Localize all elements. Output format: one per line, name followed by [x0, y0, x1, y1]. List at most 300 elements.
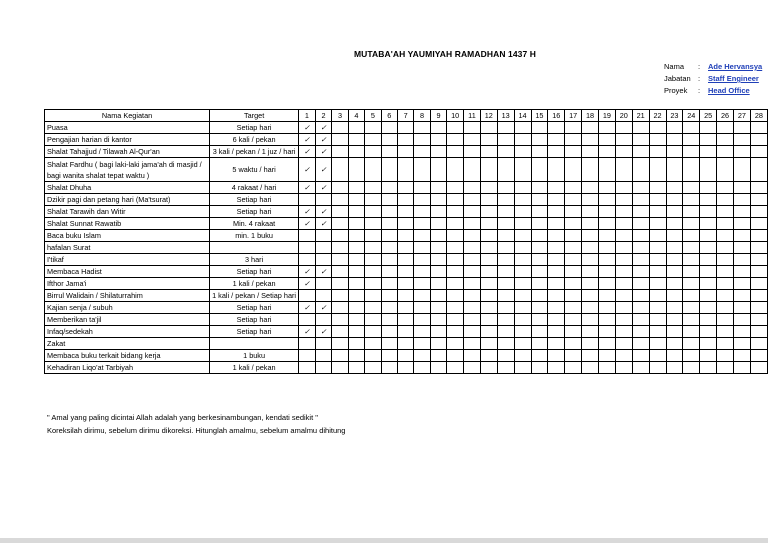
- day-cell[interactable]: [381, 158, 397, 182]
- day-cell[interactable]: [414, 230, 430, 242]
- day-cell[interactable]: [447, 314, 464, 326]
- day-cell[interactable]: [430, 266, 446, 278]
- day-cell[interactable]: [480, 122, 497, 134]
- day-cell[interactable]: [531, 278, 548, 290]
- day-cell[interactable]: [649, 314, 666, 326]
- day-cell[interactable]: [299, 194, 316, 206]
- day-cell[interactable]: [480, 134, 497, 146]
- day-cell[interactable]: [531, 266, 548, 278]
- day-cell[interactable]: [480, 362, 497, 374]
- day-cell[interactable]: [514, 266, 531, 278]
- day-cell[interactable]: [464, 146, 481, 158]
- day-cell[interactable]: [615, 254, 632, 266]
- day-cell[interactable]: [365, 338, 381, 350]
- day-cell[interactable]: [332, 194, 348, 206]
- day-cell[interactable]: [599, 302, 616, 314]
- day-cell[interactable]: [348, 338, 364, 350]
- day-cell[interactable]: [700, 302, 717, 314]
- day-cell[interactable]: [332, 230, 348, 242]
- day-cell[interactable]: [430, 158, 446, 182]
- day-cell[interactable]: [315, 230, 332, 242]
- day-cell[interactable]: [430, 146, 446, 158]
- day-cell[interactable]: [649, 266, 666, 278]
- day-cell[interactable]: [565, 278, 582, 290]
- day-cell[interactable]: [666, 194, 683, 206]
- day-cell[interactable]: [514, 218, 531, 230]
- day-cell[interactable]: [683, 194, 700, 206]
- day-cell[interactable]: [717, 182, 734, 194]
- day-cell[interactable]: [464, 302, 481, 314]
- day-cell[interactable]: [632, 206, 649, 218]
- day-cell[interactable]: [299, 314, 316, 326]
- day-cell[interactable]: [632, 266, 649, 278]
- day-cell[interactable]: [632, 182, 649, 194]
- day-cell[interactable]: [565, 338, 582, 350]
- day-cell[interactable]: [397, 290, 413, 302]
- day-cell[interactable]: [447, 230, 464, 242]
- day-cell[interactable]: [348, 194, 364, 206]
- day-cell[interactable]: [666, 158, 683, 182]
- day-cell[interactable]: [649, 158, 666, 182]
- day-cell[interactable]: [666, 266, 683, 278]
- day-cell[interactable]: [599, 194, 616, 206]
- day-cell[interactable]: [615, 302, 632, 314]
- day-cell[interactable]: [381, 314, 397, 326]
- day-cell[interactable]: [649, 230, 666, 242]
- day-cell[interactable]: [414, 134, 430, 146]
- day-cell[interactable]: [397, 266, 413, 278]
- day-cell[interactable]: [734, 362, 751, 374]
- day-cell[interactable]: [700, 206, 717, 218]
- day-cell[interactable]: [514, 314, 531, 326]
- day-cell[interactable]: [315, 122, 332, 134]
- day-cell[interactable]: [480, 302, 497, 314]
- day-cell[interactable]: [565, 314, 582, 326]
- day-cell[interactable]: [565, 302, 582, 314]
- day-cell[interactable]: [548, 122, 565, 134]
- day-cell[interactable]: [348, 122, 364, 134]
- day-cell[interactable]: [649, 254, 666, 266]
- day-cell[interactable]: [632, 194, 649, 206]
- day-cell[interactable]: [683, 278, 700, 290]
- day-cell[interactable]: [632, 122, 649, 134]
- day-cell[interactable]: [397, 122, 413, 134]
- day-cell[interactable]: [531, 158, 548, 182]
- day-cell[interactable]: [548, 338, 565, 350]
- day-cell[interactable]: [464, 350, 481, 362]
- day-cell[interactable]: [632, 338, 649, 350]
- day-cell[interactable]: [717, 218, 734, 230]
- day-cell[interactable]: [514, 350, 531, 362]
- day-cell[interactable]: [514, 194, 531, 206]
- day-cell[interactable]: [548, 266, 565, 278]
- day-cell[interactable]: [414, 350, 430, 362]
- day-cell[interactable]: [414, 146, 430, 158]
- day-cell[interactable]: [548, 182, 565, 194]
- day-cell[interactable]: [750, 146, 767, 158]
- day-cell[interactable]: [397, 338, 413, 350]
- day-cell[interactable]: [332, 158, 348, 182]
- day-cell[interactable]: [548, 230, 565, 242]
- day-cell[interactable]: [750, 338, 767, 350]
- day-cell[interactable]: [381, 302, 397, 314]
- day-cell[interactable]: [299, 158, 316, 182]
- day-cell[interactable]: [734, 242, 751, 254]
- day-cell[interactable]: [531, 242, 548, 254]
- day-cell[interactable]: [717, 338, 734, 350]
- day-cell[interactable]: [599, 122, 616, 134]
- day-cell[interactable]: [464, 338, 481, 350]
- day-cell[interactable]: [447, 134, 464, 146]
- day-cell[interactable]: [447, 254, 464, 266]
- day-cell[interactable]: [348, 182, 364, 194]
- day-cell[interactable]: [750, 278, 767, 290]
- day-cell[interactable]: [430, 242, 446, 254]
- day-cell[interactable]: [565, 122, 582, 134]
- day-cell[interactable]: [464, 206, 481, 218]
- day-cell[interactable]: [548, 326, 565, 338]
- day-cell[interactable]: [717, 266, 734, 278]
- day-cell[interactable]: [649, 326, 666, 338]
- day-cell[interactable]: [315, 206, 332, 218]
- day-cell[interactable]: [299, 182, 316, 194]
- day-cell[interactable]: [464, 122, 481, 134]
- day-cell[interactable]: [734, 302, 751, 314]
- day-cell[interactable]: [381, 326, 397, 338]
- day-cell[interactable]: [497, 362, 514, 374]
- day-cell[interactable]: [666, 350, 683, 362]
- day-cell[interactable]: [430, 194, 446, 206]
- day-cell[interactable]: [666, 218, 683, 230]
- day-cell[interactable]: [666, 122, 683, 134]
- day-cell[interactable]: [381, 254, 397, 266]
- day-cell[interactable]: [666, 254, 683, 266]
- day-cell[interactable]: [615, 230, 632, 242]
- day-cell[interactable]: [480, 206, 497, 218]
- day-cell[interactable]: [348, 254, 364, 266]
- day-cell[interactable]: [365, 206, 381, 218]
- day-cell[interactable]: [497, 218, 514, 230]
- day-cell[interactable]: [717, 206, 734, 218]
- day-cell[interactable]: [332, 182, 348, 194]
- day-cell[interactable]: [430, 326, 446, 338]
- day-cell[interactable]: [414, 122, 430, 134]
- day-cell[interactable]: [615, 134, 632, 146]
- day-cell[interactable]: [464, 182, 481, 194]
- day-cell[interactable]: [734, 182, 751, 194]
- day-cell[interactable]: [666, 290, 683, 302]
- day-cell[interactable]: [565, 146, 582, 158]
- day-cell[interactable]: [750, 218, 767, 230]
- day-cell[interactable]: [615, 122, 632, 134]
- day-cell[interactable]: [548, 206, 565, 218]
- day-cell[interactable]: [430, 182, 446, 194]
- day-cell[interactable]: [632, 278, 649, 290]
- day-cell[interactable]: [299, 350, 316, 362]
- day-cell[interactable]: [717, 350, 734, 362]
- day-cell[interactable]: [531, 206, 548, 218]
- day-cell[interactable]: [381, 134, 397, 146]
- day-cell[interactable]: [666, 230, 683, 242]
- day-cell[interactable]: [348, 206, 364, 218]
- day-cell[interactable]: [397, 314, 413, 326]
- day-cell[interactable]: [649, 242, 666, 254]
- day-cell[interactable]: [332, 314, 348, 326]
- day-cell[interactable]: [632, 290, 649, 302]
- day-cell[interactable]: [683, 182, 700, 194]
- day-cell[interactable]: [531, 146, 548, 158]
- day-cell[interactable]: [381, 242, 397, 254]
- day-cell[interactable]: [599, 242, 616, 254]
- day-cell[interactable]: [750, 194, 767, 206]
- day-cell[interactable]: [480, 230, 497, 242]
- day-cell[interactable]: [700, 326, 717, 338]
- day-cell[interactable]: [315, 278, 332, 290]
- day-cell[interactable]: [700, 134, 717, 146]
- day-cell[interactable]: [447, 350, 464, 362]
- day-cell[interactable]: [531, 122, 548, 134]
- day-cell[interactable]: [348, 266, 364, 278]
- day-cell[interactable]: [632, 254, 649, 266]
- day-cell[interactable]: [649, 194, 666, 206]
- day-cell[interactable]: [750, 266, 767, 278]
- day-cell[interactable]: [414, 158, 430, 182]
- day-cell[interactable]: [299, 278, 316, 290]
- day-cell[interactable]: [683, 158, 700, 182]
- day-cell[interactable]: [447, 194, 464, 206]
- day-cell[interactable]: [480, 278, 497, 290]
- day-cell[interactable]: [750, 290, 767, 302]
- day-cell[interactable]: [332, 254, 348, 266]
- day-cell[interactable]: [332, 146, 348, 158]
- day-cell[interactable]: [531, 314, 548, 326]
- day-cell[interactable]: [615, 314, 632, 326]
- day-cell[interactable]: [497, 314, 514, 326]
- day-cell[interactable]: [299, 122, 316, 134]
- day-cell[interactable]: [430, 218, 446, 230]
- day-cell[interactable]: [548, 146, 565, 158]
- day-cell[interactable]: [381, 230, 397, 242]
- day-cell[interactable]: [717, 326, 734, 338]
- day-cell[interactable]: [615, 326, 632, 338]
- day-cell[interactable]: [683, 134, 700, 146]
- day-cell[interactable]: [632, 362, 649, 374]
- info-value[interactable]: Ade Hervansya: [708, 62, 763, 71]
- day-cell[interactable]: [348, 146, 364, 158]
- day-cell[interactable]: [348, 362, 364, 374]
- day-cell[interactable]: [565, 230, 582, 242]
- day-cell[interactable]: [480, 158, 497, 182]
- day-cell[interactable]: [332, 266, 348, 278]
- day-cell[interactable]: [365, 302, 381, 314]
- day-cell[interactable]: [514, 278, 531, 290]
- day-cell[interactable]: [599, 182, 616, 194]
- day-cell[interactable]: [315, 254, 332, 266]
- day-cell[interactable]: [430, 314, 446, 326]
- day-cell[interactable]: [750, 242, 767, 254]
- day-cell[interactable]: [497, 182, 514, 194]
- day-cell[interactable]: [480, 242, 497, 254]
- day-cell[interactable]: [649, 182, 666, 194]
- day-cell[interactable]: [734, 326, 751, 338]
- day-cell[interactable]: [414, 290, 430, 302]
- day-cell[interactable]: [531, 338, 548, 350]
- day-cell[interactable]: [514, 242, 531, 254]
- day-cell[interactable]: [480, 254, 497, 266]
- day-cell[interactable]: [365, 242, 381, 254]
- day-cell[interactable]: [548, 278, 565, 290]
- day-cell[interactable]: [514, 158, 531, 182]
- day-cell[interactable]: [717, 254, 734, 266]
- day-cell[interactable]: [299, 302, 316, 314]
- day-cell[interactable]: [750, 122, 767, 134]
- day-cell[interactable]: [464, 266, 481, 278]
- day-cell[interactable]: [582, 314, 599, 326]
- day-cell[interactable]: [430, 206, 446, 218]
- day-cell[interactable]: [750, 302, 767, 314]
- day-cell[interactable]: [632, 146, 649, 158]
- day-cell[interactable]: [348, 242, 364, 254]
- day-cell[interactable]: [565, 326, 582, 338]
- day-cell[interactable]: [315, 290, 332, 302]
- day-cell[interactable]: [717, 302, 734, 314]
- day-cell[interactable]: [464, 218, 481, 230]
- day-cell[interactable]: [299, 134, 316, 146]
- day-cell[interactable]: [599, 218, 616, 230]
- day-cell[interactable]: [582, 134, 599, 146]
- day-cell[interactable]: [582, 350, 599, 362]
- day-cell[interactable]: [531, 182, 548, 194]
- day-cell[interactable]: [397, 230, 413, 242]
- day-cell[interactable]: [348, 314, 364, 326]
- day-cell[interactable]: [414, 218, 430, 230]
- day-cell[interactable]: [734, 146, 751, 158]
- day-cell[interactable]: [700, 158, 717, 182]
- day-cell[interactable]: [447, 182, 464, 194]
- day-cell[interactable]: [683, 122, 700, 134]
- day-cell[interactable]: [717, 194, 734, 206]
- day-cell[interactable]: [734, 122, 751, 134]
- day-cell[interactable]: [666, 326, 683, 338]
- day-cell[interactable]: [666, 314, 683, 326]
- day-cell[interactable]: [683, 230, 700, 242]
- day-cell[interactable]: [649, 362, 666, 374]
- day-cell[interactable]: [548, 314, 565, 326]
- day-cell[interactable]: [414, 266, 430, 278]
- day-cell[interactable]: [717, 134, 734, 146]
- day-cell[interactable]: [447, 302, 464, 314]
- day-cell[interactable]: [497, 290, 514, 302]
- day-cell[interactable]: [565, 290, 582, 302]
- day-cell[interactable]: [666, 302, 683, 314]
- day-cell[interactable]: [717, 278, 734, 290]
- day-cell[interactable]: [414, 338, 430, 350]
- day-cell[interactable]: [365, 290, 381, 302]
- day-cell[interactable]: [632, 314, 649, 326]
- day-cell[interactable]: [582, 266, 599, 278]
- day-cell[interactable]: [414, 278, 430, 290]
- day-cell[interactable]: [299, 206, 316, 218]
- day-cell[interactable]: [582, 146, 599, 158]
- day-cell[interactable]: [430, 338, 446, 350]
- day-cell[interactable]: [497, 134, 514, 146]
- day-cell[interactable]: [565, 134, 582, 146]
- day-cell[interactable]: [582, 194, 599, 206]
- day-cell[interactable]: [299, 146, 316, 158]
- day-cell[interactable]: [615, 218, 632, 230]
- day-cell[interactable]: [397, 182, 413, 194]
- day-cell[interactable]: [447, 266, 464, 278]
- day-cell[interactable]: [548, 194, 565, 206]
- day-cell[interactable]: [531, 290, 548, 302]
- day-cell[interactable]: [430, 302, 446, 314]
- day-cell[interactable]: [497, 266, 514, 278]
- info-value[interactable]: Staff Engineer: [708, 74, 759, 83]
- day-cell[interactable]: [430, 134, 446, 146]
- day-cell[interactable]: [464, 242, 481, 254]
- day-cell[interactable]: [632, 302, 649, 314]
- day-cell[interactable]: [464, 314, 481, 326]
- day-cell[interactable]: [332, 290, 348, 302]
- day-cell[interactable]: [348, 350, 364, 362]
- day-cell[interactable]: [497, 194, 514, 206]
- day-cell[interactable]: [497, 158, 514, 182]
- day-cell[interactable]: [700, 146, 717, 158]
- day-cell[interactable]: [615, 194, 632, 206]
- day-cell[interactable]: [464, 230, 481, 242]
- day-cell[interactable]: [615, 278, 632, 290]
- info-value[interactable]: Head Office: [708, 86, 750, 95]
- day-cell[interactable]: [683, 206, 700, 218]
- day-cell[interactable]: [683, 326, 700, 338]
- day-cell[interactable]: [381, 218, 397, 230]
- day-cell[interactable]: [497, 350, 514, 362]
- day-cell[interactable]: [315, 182, 332, 194]
- day-cell[interactable]: [348, 326, 364, 338]
- day-cell[interactable]: [514, 326, 531, 338]
- day-cell[interactable]: [750, 158, 767, 182]
- day-cell[interactable]: [615, 266, 632, 278]
- day-cell[interactable]: [548, 242, 565, 254]
- day-cell[interactable]: [582, 362, 599, 374]
- day-cell[interactable]: [599, 134, 616, 146]
- day-cell[interactable]: [565, 254, 582, 266]
- day-cell[interactable]: [615, 242, 632, 254]
- day-cell[interactable]: [734, 350, 751, 362]
- day-cell[interactable]: [381, 182, 397, 194]
- day-cell[interactable]: [365, 254, 381, 266]
- day-cell[interactable]: [666, 278, 683, 290]
- day-cell[interactable]: [497, 242, 514, 254]
- day-cell[interactable]: [365, 122, 381, 134]
- day-cell[interactable]: [464, 326, 481, 338]
- day-cell[interactable]: [565, 206, 582, 218]
- day-cell[interactable]: [464, 194, 481, 206]
- day-cell[interactable]: [700, 122, 717, 134]
- day-cell[interactable]: [315, 194, 332, 206]
- day-cell[interactable]: [514, 254, 531, 266]
- day-cell[interactable]: [447, 242, 464, 254]
- day-cell[interactable]: [582, 230, 599, 242]
- day-cell[interactable]: [480, 338, 497, 350]
- day-cell[interactable]: [750, 230, 767, 242]
- day-cell[interactable]: [599, 230, 616, 242]
- day-cell[interactable]: [332, 218, 348, 230]
- day-cell[interactable]: [700, 278, 717, 290]
- day-cell[interactable]: [332, 326, 348, 338]
- day-cell[interactable]: [365, 362, 381, 374]
- day-cell[interactable]: [332, 362, 348, 374]
